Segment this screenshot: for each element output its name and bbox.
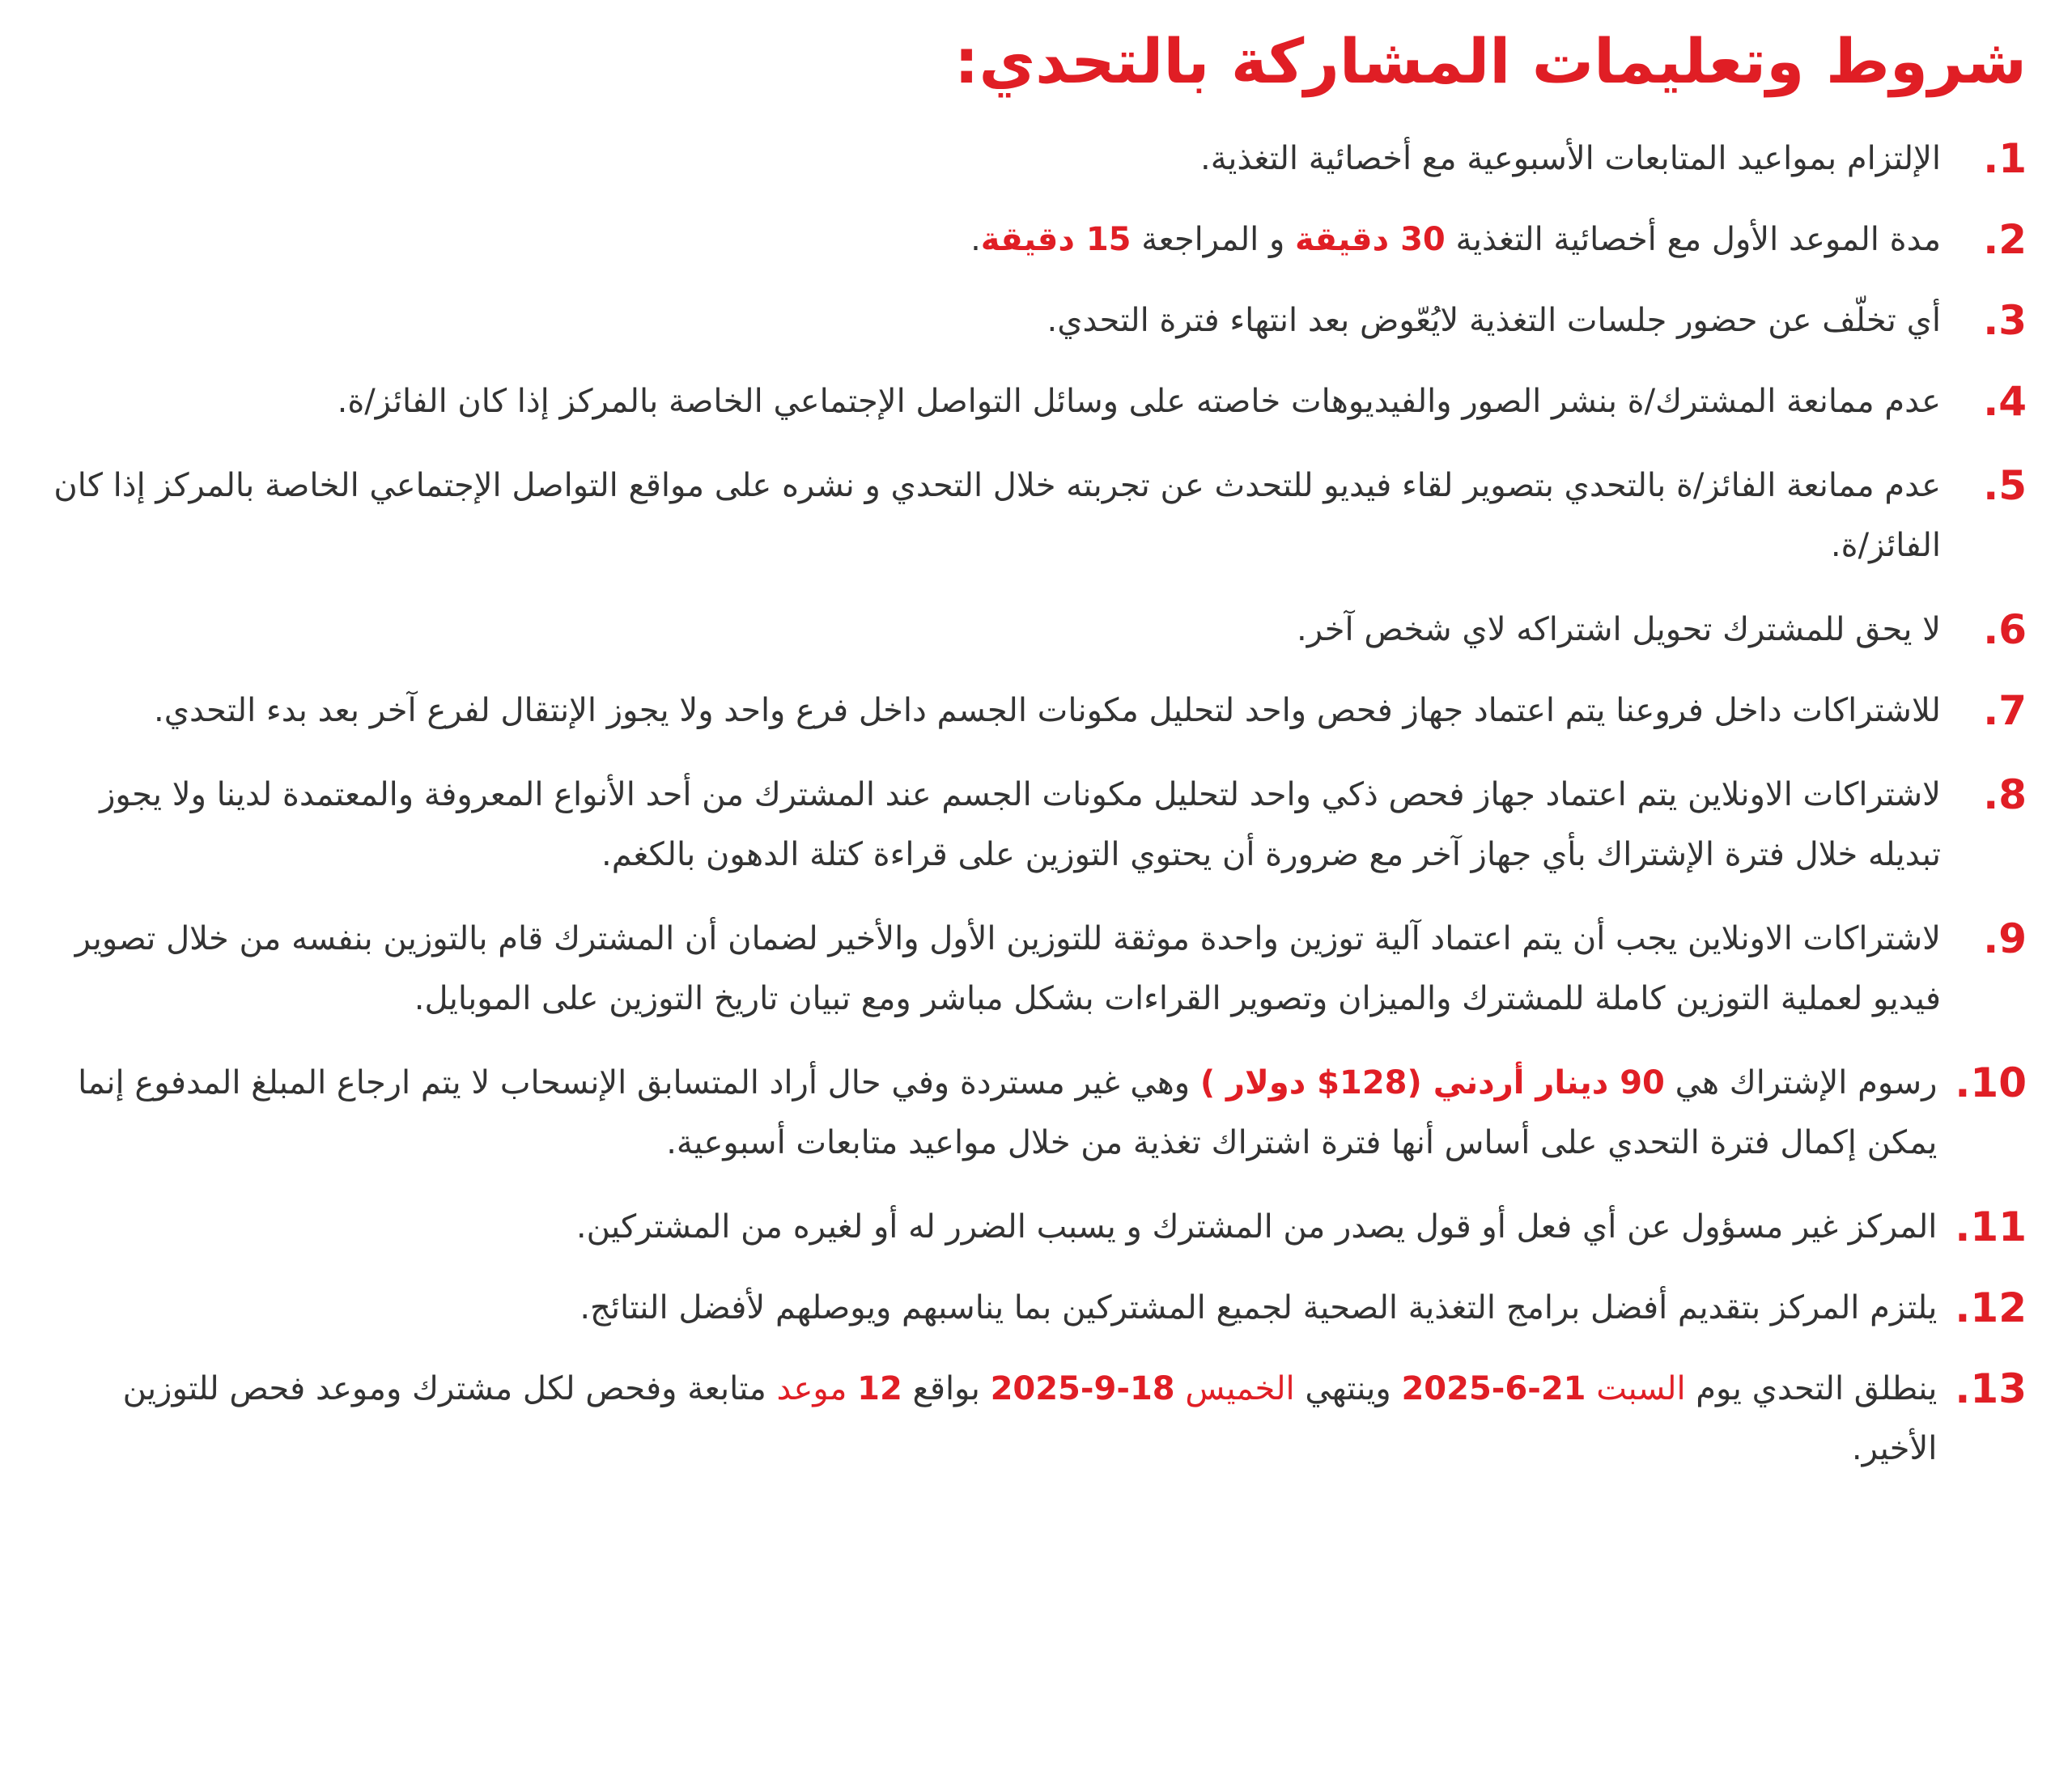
term-item [32,129,2027,189]
term-number: 4 . [1983,378,2027,425]
highlight-duration: 30 دقيقة [1295,221,1446,258]
highlight-date: 21-6-2025 [1401,1370,1586,1407]
term-number: 13 . [1955,1365,2027,1412]
term-text: عدم ممانعة المشترك/ة بنشر الصور والفيديوهات خاصته على وسائل التواصل الإجتماعي الخاصة بالمركز إذا كان الفائز/ة. [337,383,1941,420]
term-item [32,1359,2027,1479]
term-item [32,1197,2027,1257]
highlight-appointment: موعد [776,1370,847,1407]
term-text: المركز غير مسؤول عن أي فعل أو قول يصدر من المشترك و يسبب الضرر له أو لغيره من المشتركين. [575,1208,1938,1246]
term-text: أي تخلّف عن حضور جلسات التغذية لايُعّوض بعد انتهاء فترة التحدي. [1047,302,1941,339]
term-text: مدة الموعد الأول مع أخصائية التغذية 30 دقيقة و المراجعة 15 دقيقة. [970,221,1941,258]
term-number: 10 . [1955,1059,2027,1106]
highlight-duration: 15 دقيقة [980,221,1132,258]
term-number: 1 . [1983,135,2027,182]
page-title: شروط وتعليمات المشاركة بالتحدي: [954,25,2027,97]
term-number: 9 . [1983,915,2027,962]
term-item [32,1278,2027,1338]
term-text: لا يحق للمشترك تحويل اشتراكه لاي شخص آخر. [1297,611,1941,648]
term-item [32,765,2027,885]
term-number: 5 . [1983,462,2027,509]
term-number: 6 . [1983,606,2027,653]
term-item [32,1053,2027,1173]
term-item [32,909,2027,1029]
term-number: 11 . [1955,1203,2027,1250]
term-number: 12 . [1955,1284,2027,1331]
term-item [32,210,2027,270]
term-text: لاشتراكات الاونلاين يتم اعتماد جهاز فحص ذكي واحد لتحليل مكونات الجسم عند المشترك من أحد الأنواع المعروفة والمعتمدة لدينا ولا يجوز تبديله خلال فترة الإشتراك بأي جهاز آخر مع ضرورة أن يحتوي التوزين على قراءة كتلة الدهون بالكغم. [100,776,1941,873]
terms-list [32,129,2027,1479]
term-text: يلتزم المركز بتقديم أفضل برامج التغذية الصحية لجميع المشتركين بما يناسبهم ويوصلهم لأفضل النتائج. [580,1289,1938,1326]
highlight-date: 18-9-2025 [990,1370,1175,1407]
term-text: ينطلق التحدي يوم السبت 21-6-2025 وينتهي الخميس 18-9-2025 بواقع 12 موعد متابعة وفحص لكل مشترك وموعد فحص للتوزين الأخير. [122,1370,1938,1467]
term-item [32,456,2027,575]
term-text: للاشتراكات داخل فروعنا يتم اعتماد جهاز فحص واحد لتحليل مكونات الجسم داخل فرع واحد ولا يجوز الإنتقال لفرع آخر بعد بدء التحدي. [153,692,1941,729]
term-item [32,600,2027,660]
term-text: رسوم الإشتراك هي 90 دينار أردني (128$ دولار ) وهي غير مستردة وفي حال أراد المتسابق الإنسحاب لا يتم ارجاع المبلغ المدفوع إنما يمكن إكمال فترة التحدي على أساس أنها فترة اشتراك تغذية من خلال مواعيد متابعات أسبوعية. [78,1064,1938,1161]
highlight-day: السبت [1596,1370,1686,1407]
term-number: 2 . [1983,216,2027,263]
term-item [32,291,2027,350]
highlight-fee: 90 دينار أردني (128$ دولار ) [1199,1064,1665,1101]
term-item [32,681,2027,741]
term-number: 3 . [1983,297,2027,344]
term-number: 7 . [1983,687,2027,734]
term-text: لاشتراكات الاونلاين يجب أن يتم اعتماد آلية توزين واحدة موثقة للتوزين الأول والأخير لضمان أن المشترك قام بالتوزين بنفسه من خلال تصوير فيديو لعملية التوزين كاملة للمشترك والميزان وتصوير القراءات بشكل مباشر ومع تبيان تاريخ التوزين على الموبايل. [74,920,1941,1017]
term-item [32,371,2027,431]
term-number: 8 . [1983,771,2027,818]
highlight-day: الخميس [1185,1370,1295,1407]
highlight-count: 12 [857,1370,902,1407]
term-text: الإلتزام بمواعيد المتابعات الأسبوعية مع أخصائية التغذية. [1200,140,1941,177]
term-text: عدم ممانعة الفائز/ة بالتحدي بتصوير لقاء فيديو للتحدث عن تجربته خلال التحدي و نشره على مواقع التواصل الإجتماعي الخاصة بالمركز إذا كان الفائز/ة. [53,467,1941,564]
